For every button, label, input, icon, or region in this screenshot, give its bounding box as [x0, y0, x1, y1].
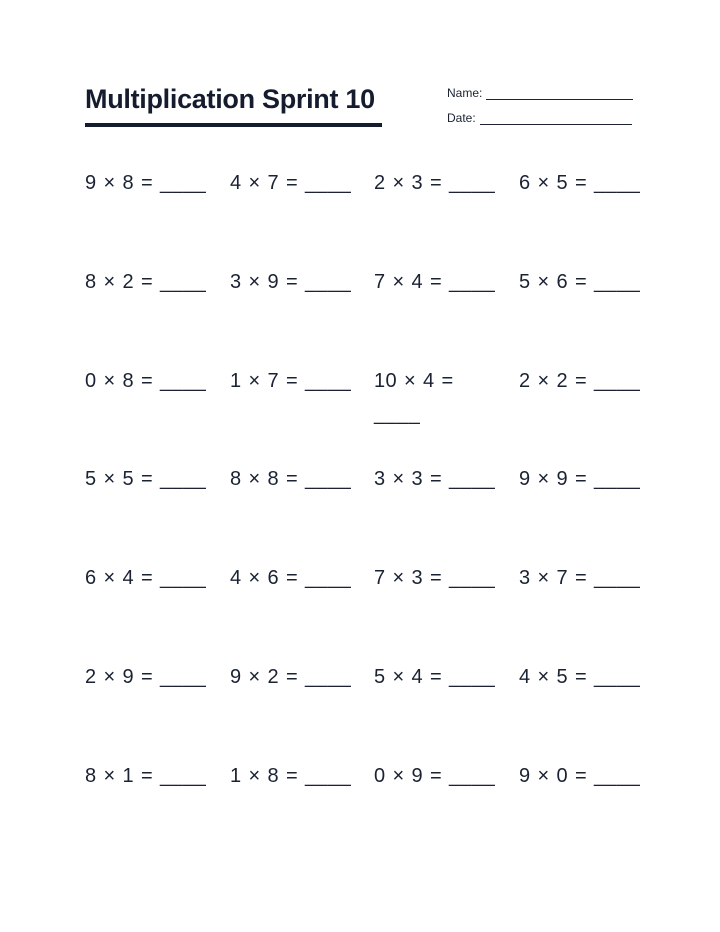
date-field[interactable] — [447, 111, 632, 125]
date-label: Date: — [447, 111, 476, 125]
problem-r2-c4[interactable]: 5 × 6 = ____ — [519, 271, 641, 293]
problem-r2-c3[interactable]: 7 × 4 = ____ — [374, 271, 496, 293]
title-underline — [85, 123, 382, 127]
problem-r5-c4[interactable]: 3 × 7 = ____ — [519, 567, 641, 589]
problem-r2-c2[interactable]: 3 × 9 = ____ — [230, 271, 352, 293]
problem-r7-c4[interactable]: 9 × 0 = ____ — [519, 765, 641, 787]
problem-r7-c2[interactable]: 1 × 8 = ____ — [230, 765, 352, 787]
problem-r4-c4[interactable]: 9 × 9 = ____ — [519, 468, 641, 490]
problem-r6-c2[interactable]: 9 × 2 = ____ — [230, 666, 352, 688]
problem-r7-c1[interactable]: 8 × 1 = ____ — [85, 765, 207, 787]
date-blank-line[interactable] — [480, 112, 632, 125]
problem-r1-c4[interactable]: 6 × 5 = ____ — [519, 172, 641, 194]
problem-r5-c2[interactable]: 4 × 6 = ____ — [230, 567, 352, 589]
problem-r1-c3[interactable]: 2 × 3 = ____ — [374, 172, 496, 194]
problem-r6-c3[interactable]: 5 × 4 = ____ — [374, 666, 496, 688]
problem-r3-c3[interactable]: 10 × 4 = ____ — [374, 370, 454, 425]
problem-r5-c1[interactable]: 6 × 4 = ____ — [85, 567, 207, 589]
problem-r2-c1[interactable]: 8 × 2 = ____ — [85, 271, 207, 293]
problem-r1-c2[interactable]: 4 × 7 = ____ — [230, 172, 352, 194]
problem-r4-c2[interactable]: 8 × 8 = ____ — [230, 468, 352, 490]
name-blank-line[interactable] — [486, 87, 633, 100]
problem-r4-c1[interactable]: 5 × 5 = ____ — [85, 468, 207, 490]
problem-r6-c4[interactable]: 4 × 5 = ____ — [519, 666, 641, 688]
problem-r6-c1[interactable]: 2 × 9 = ____ — [85, 666, 207, 688]
problem-r3-c4[interactable]: 2 × 2 = ____ — [519, 370, 641, 392]
problem-r3-c2[interactable]: 1 × 7 = ____ — [230, 370, 352, 392]
name-label: Name: — [447, 86, 483, 100]
problem-r7-c3[interactable]: 0 × 9 = ____ — [374, 765, 496, 787]
problem-r5-c3[interactable]: 7 × 3 = ____ — [374, 567, 496, 589]
name-field[interactable] — [447, 86, 633, 100]
problem-r4-c3[interactable]: 3 × 3 = ____ — [374, 468, 496, 490]
page-title: Multiplication Sprint 10 — [85, 84, 375, 114]
problem-r3-c1[interactable]: 0 × 8 = ____ — [85, 370, 207, 392]
problem-r1-c1[interactable]: 9 × 8 = ____ — [85, 172, 207, 194]
